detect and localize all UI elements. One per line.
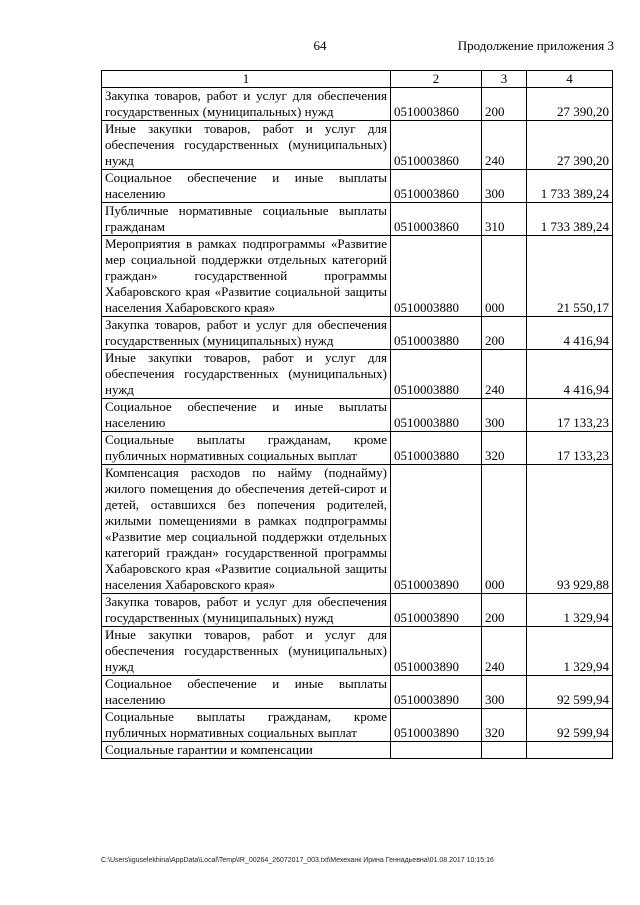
table-row xyxy=(102,88,613,121)
row-code-cell: 0510003890 xyxy=(391,465,482,594)
row-code-cell: 0510003890 xyxy=(391,676,482,709)
row-amount-cell: 92 599,94 xyxy=(527,709,613,742)
continuation-label: Продолжение приложения 3 xyxy=(457,38,614,53)
row-name-cell: Закупка товаров, работ и услуг для обеспечения государственных (муниципальных) нужд xyxy=(102,88,391,121)
row-type-cell: 240 xyxy=(482,627,527,676)
table-row xyxy=(102,594,613,627)
row-amount-cell: 21 550,17 xyxy=(527,236,613,317)
row-amount-cell: 1 329,94 xyxy=(527,594,613,627)
table-row xyxy=(102,676,613,709)
row-name-cell: Мероприятия в рамках подпрограммы «Развитие мер социальной поддержки отдельных категорий граждан» государственной программы Хабаровского края «Развитие социальной защиты населения Хабаровского края» xyxy=(102,236,391,317)
row-amount-cell xyxy=(527,742,613,759)
row-code-cell: 0510003860 xyxy=(391,88,482,121)
page-number: 64 xyxy=(313,38,327,53)
table-header xyxy=(102,71,613,88)
row-name-cell: Закупка товаров, работ и услуг для обеспечения государственных (муниципальных) нужд xyxy=(102,317,391,350)
table-row xyxy=(102,121,613,170)
table-row xyxy=(102,350,613,399)
row-type-cell: 300 xyxy=(482,170,527,203)
row-code-cell: 0510003860 xyxy=(391,170,482,203)
row-name-cell: Социальное обеспечение и иные выплаты населению xyxy=(102,676,391,709)
row-type-cell: 000 xyxy=(482,465,527,594)
row-amount-cell: 17 133,23 xyxy=(527,432,613,465)
row-name-cell: Публичные нормативные социальные выплаты гражданам xyxy=(102,203,391,236)
row-code-cell: 0510003890 xyxy=(391,594,482,627)
row-type-cell: 200 xyxy=(482,317,527,350)
row-type-cell: 310 xyxy=(482,203,527,236)
row-code-cell: 0510003890 xyxy=(391,627,482,676)
row-type-cell xyxy=(482,742,527,759)
row-type-cell: 240 xyxy=(482,121,527,170)
row-code-cell: 0510003880 xyxy=(391,236,482,317)
column-header-3: 3 xyxy=(482,71,527,88)
row-type-cell: 200 xyxy=(482,594,527,627)
row-amount-cell: 17 133,23 xyxy=(527,399,613,432)
column-header-4: 4 xyxy=(527,71,613,88)
table-row xyxy=(102,317,613,350)
row-type-cell: 240 xyxy=(482,350,527,399)
row-code-cell: 0510003860 xyxy=(391,203,482,236)
table-row xyxy=(102,742,613,759)
table-body xyxy=(102,88,613,759)
row-amount-cell: 1 329,94 xyxy=(527,627,613,676)
row-code-cell: 0510003860 xyxy=(391,121,482,170)
column-header-1: 1 xyxy=(102,71,391,88)
table-row xyxy=(102,709,613,742)
column-header-2: 2 xyxy=(391,71,482,88)
row-type-cell: 320 xyxy=(482,709,527,742)
file-path-footer: C:\Users\iguselekhina\AppData\Local\Temp\IR_00264_26072017_003.txt\Мехеханк Ирина Геннадьевна\01.08.2017 10:15:16 xyxy=(101,857,494,864)
table-row xyxy=(102,399,613,432)
row-code-cell: 0510003880 xyxy=(391,399,482,432)
table-row xyxy=(102,236,613,317)
row-amount-cell: 27 390,20 xyxy=(527,88,613,121)
row-name-cell: Социальное обеспечение и иные выплаты населению xyxy=(102,399,391,432)
row-amount-cell: 92 599,94 xyxy=(527,676,613,709)
table-row xyxy=(102,465,613,594)
row-type-cell: 300 xyxy=(482,676,527,709)
row-name-cell: Иные закупки товаров, работ и услуг для обеспечения государственных (муниципальных) нужд xyxy=(102,350,391,399)
row-name-cell: Социальные гарантии и компенсации xyxy=(102,742,391,759)
row-code-cell xyxy=(391,742,482,759)
row-name-cell: Социальное обеспечение и иные выплаты населению xyxy=(102,170,391,203)
row-amount-cell: 27 390,20 xyxy=(527,121,613,170)
row-name-cell: Иные закупки товаров, работ и услуг для обеспечения государственных (муниципальных) нужд xyxy=(102,627,391,676)
row-type-cell: 320 xyxy=(482,432,527,465)
budget-table xyxy=(101,70,613,759)
row-code-cell: 0510003890 xyxy=(391,709,482,742)
table-row xyxy=(102,170,613,203)
row-name-cell: Социальные выплаты гражданам, кроме публичных нормативных социальных выплат xyxy=(102,709,391,742)
row-amount-cell: 4 416,94 xyxy=(527,317,613,350)
row-amount-cell: 1 733 389,24 xyxy=(527,170,613,203)
row-name-cell: Закупка товаров, работ и услуг для обеспечения государственных (муниципальных) нужд xyxy=(102,594,391,627)
table-row xyxy=(102,432,613,465)
row-code-cell: 0510003880 xyxy=(391,350,482,399)
table-row xyxy=(102,627,613,676)
row-code-cell: 0510003880 xyxy=(391,432,482,465)
row-type-cell: 000 xyxy=(482,236,527,317)
row-code-cell: 0510003880 xyxy=(391,317,482,350)
row-type-cell: 300 xyxy=(482,399,527,432)
row-name-cell: Иные закупки товаров, работ и услуг для обеспечения государственных (муниципальных) нужд xyxy=(102,121,391,170)
row-amount-cell: 1 733 389,24 xyxy=(527,203,613,236)
row-amount-cell: 93 929,88 xyxy=(527,465,613,594)
row-name-cell: Компенсация расходов по найму (поднайму) жилого помещения до обеспечения детей-сирот и детей, оставшихся без попечения родителей, жилыми помещениями в рамках подпрограммы «Развитие мер социальной поддержки отдельных категорий граждан» государственной программы Хабаровского края «Развитие социальной защиты населения Хабаровского края» xyxy=(102,465,391,594)
row-amount-cell: 4 416,94 xyxy=(527,350,613,399)
row-type-cell: 200 xyxy=(482,88,527,121)
row-name-cell: Социальные выплаты гражданам, кроме публичных нормативных социальных выплат xyxy=(102,432,391,465)
table-row xyxy=(102,203,613,236)
